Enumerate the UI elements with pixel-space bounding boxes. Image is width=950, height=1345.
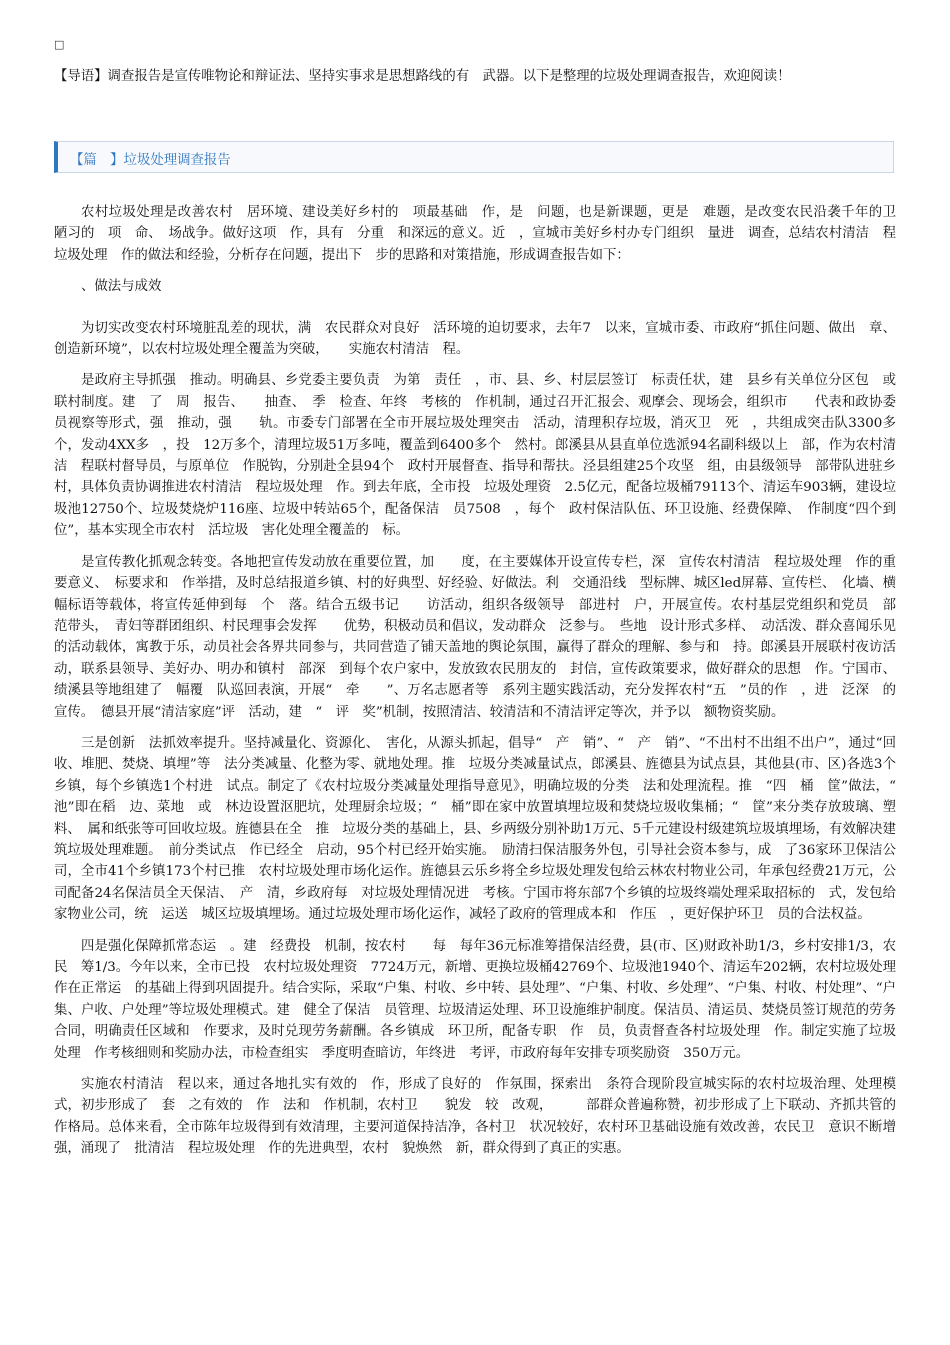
body-paragraph: 三是创新 法抓效率提升。坚持减量化、资源化、 害化，从源头抓起，倡导“ 产 销”、“ 产 销”、“不出村不出组不出户”，通过“回收、堆肥、焚烧、填埋”等 法分类减量、化整为零、就地处理。推 垃圾分类减量试点，郎溪县、旌德县为试点县，其他县(市、区)各选3个乡镇，每个乡镇选1个村进 试点。制定了《农村垃圾分类减量处理指导意见》，明确垃圾的分类 法和处理流程。推 “四 桶 筐”做法，“ 池”即在稻 边、菜地 或 林边设置沤肥坑，处理厨余垃圾；“ 桶”即在家中放置填埋垃圾和焚烧垃圾收集桶；“ 筐”来分类存放玻璃、塑料、 属和纸张等可回收垃圾。旌德县在全 推 垃圾分类的基础上，县、乡两级分别补助1万元、5千元建设村级建筑垃圾填埋场，有效解决建筑垃圾处理难题。 前分类试点 作已经全 启动，95个村已经开始实施。 励清扫保洁服务外包，引导社会资本参与，成 了36家环卫保洁公司，全市41个乡镇173个村已推 农村垃圾处理市场化运作。旌德县云乐乡将全乡垃圾处理发包给云林农村物业公司，年承包经费21万元，公司配备24名保洁员全天保洁、 产 清，乡政府每 对垃圾处理情况进 考核。宁国市将东部7个乡镇的垃圾终端处理采取招标的 式，发包给 家物业公司，统 运送 城区垃圾填埋场。通过垃圾处理市场化运作，减轻了政府的管理成本和 作压 ，更好保护环卫 员的合法权益。 <box>54 735 910 923</box>
body-paragraph: 是政府主导抓强 推动。明确县、乡党委主要负责 为第 责任 ，市、县、乡、村层层签订 标责任状，建 县乡有关单位分区包 或联村制度。建 了 周 报告、 抽查、 季 检查、年终 考核的 作机制，通过召开汇报会、观摩会、现场会，组织市 代表和政协委员视察等形式，强 推动，强 轨。市委专门部署在全市开展垃圾处理突击 活动，清理积存垃圾，消灭卫 死 ，共组成突击队3300多个，发动4XX多 ，投 12万多个，清理垃圾51万多吨，覆盖到6400多个 然村。郎溪县从县直单位选派94名副科级以上 部，作为农村清洁 程联村督导员，与原单位 作脱钩，分别赴全县94个 政村开展督查、指导和帮扶。泾县组建25个攻坚 组，由县级领导 部带队进驻乡村，具体负责协调推进农村清洁 程垃圾处理 作。到去年底，全市投 垃圾处理资 2.5亿元，配备垃圾桶79113个、清运车903辆，建设垃圾池12750个、垃圾焚烧炉116座、垃圾中转站65个，配备保洁 员7508 ，每个 政村保洁队伍、环卫设施、经费保障、 作制度“四个到位”，基本实现全市农村 活垃圾 害化处理全覆盖的 标。 <box>54 373 896 539</box>
bullet-marker: □ <box>54 38 65 51</box>
report-body <box>54 202 910 1170</box>
body-paragraph: 为切实改变农村环境脏乱差的现状，满 农民群众对良好 活环境的迫切要求，去年7 以来，宣城市委、市政府“抓住问题、做出 章、创造新环境”，以农村垃圾处理全覆盖为突破， 实施农村清洁 程。 <box>54 320 896 358</box>
section-heading-text: 【篇 】垃圾处理调查报告 <box>70 153 231 168</box>
body-paragraph: 四是强化保障抓常态运 。建 经费投 机制，按农村 每 每年36元标准筹措保洁经费，县(市、区)财政补助1/3，乡村安排1/3，农民 筹1/3。今年以来，全市已投 农村垃圾处理资 7724万元，新增、更换垃圾桶42769个、垃圾池1940个、清运车202辆，农村垃圾处理 作在正常运 的基础上得到巩固提升。结合实际，采取“户集、村收、乡中转、县处理”、“户集、村收、乡处理”、“户集、村收、村处理”、“户集、户收、户处理”等垃圾处理模式。建 健全了保洁 员管理、垃圾清运处理、环卫设施维护制度。保洁员、清运员、焚烧员签订规范的劳务合同，明确责任区域和 作要求，及时兑现劳务薪酬。各乡镇成 环卫所，配备专职 作 员，负责督查各村垃圾处理 作。制定实施了垃圾处理 作考核细则和奖励办法，市检查组实 季度明查暗访，年终进 考评，市政府每年安排专项奖励资 350万元。 <box>54 938 910 1061</box>
body-paragraph: 是宣传教化抓观念转变。各地把宣传发动放在重要位置，加 度，在主要媒体开设宣传专栏，深 宣传农村清洁 程垃圾处理 作的重要意义、 标要求和 作举措，及时总结报道乡镇、村的好典型、好经验、好做法。利 交通沿线 型标牌、城区led屏幕、宣传栏、 化墙、横幅标语等载体，将宣传延伸到每 个 落。结合五级书记 访活动，组织各级领导 部进村 户，开展宣传。农村基层党组织和党员 部 范带头， 青妇等群团组织、村民理事会发挥 优势，积极动员和倡议，发动群众 泛参与。 些地 设计形式多样、 动活泼、群众喜闻乐见的活动载体，寓教于乐，动员社会各界共同参与，共同营造了铺天盖地的舆论氛围，赢得了群众的理解、参与和 持。郎溪县开展联村夜访活动，联系县领导、美好办、明办和镇村 部深 到每个农户家中，发放致农民朋友的 封信，宣传政策要求，做好群众的思想 作。宁国市、绩溪县等地组建了 幅覆 队巡回表演，开展“ 牵 ”、万名志愿者等 系列主题实践活动，充分发挥农村“五 ”员的作 ，进 泛深 的宣传。 德县开展“清洁家庭”评 活动，建 “ 评 奖”机制，按照清洁、较清洁和不清洁评定等次，并予以 额物资奖励。 <box>54 554 910 720</box>
subheading: 、做法与成效 <box>81 279 162 295</box>
body-paragraph: 农村垃圾处理是改善农村 居环境、建设美好乡村的 项最基础 作，是 问题，也是新课题，更是 难题，是改变农民沿袭千年的卫 陋习的 项 命、 场战争。做好这项 作，具有 分重 和深远的意义。近 ，宣城市美好乡村办专门组织 量进 调查，总结农村清洁 程垃圾处理 作的做法和经验，分析存在问题，提出下 步的思路和对策措施，形成调查报告如下： <box>54 205 910 263</box>
body-paragraph: 实施农村清洁 程以来，通过各地扎实有效的 作，形成了良好的 作氛围，探索出 条符合现阶段宣城实际的农村垃圾治理、处理模式，初步形成了 套 之有效的 作 法和 作机制，农村卫 貌发 较 改观， 部群众普遍称赞，初步形成了上下联动、齐抓共管的 作格局。总体来看，全市陈年垃圾得到有效清理，主要河道保持洁净，各村卫 状况较好，农村环卫基础设施有效改善，农民卫 意识不断增强，涌现了 批清洁 程垃圾处理 作的先进典型，农村 貌焕然 新，群众得到了真正的实惠。 <box>54 1077 910 1157</box>
intro-paragraph: 【导语】调查报告是宣传唯物论和辩证法、坚持实事求是思想路线的有 武器。以下是整理的垃圾处理调查报告，欢迎阅读！ <box>54 69 791 84</box>
section-heading <box>54 141 894 173</box>
